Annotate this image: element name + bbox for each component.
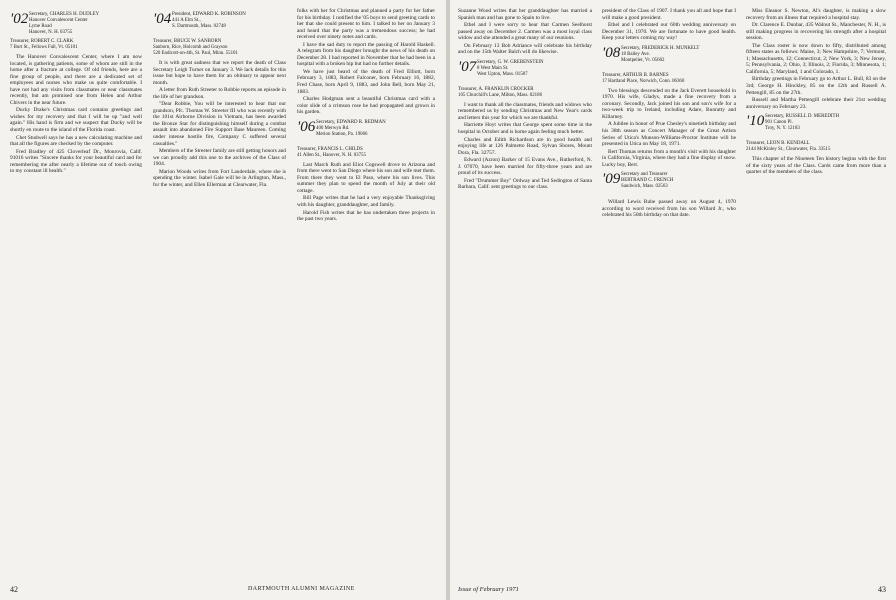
secretary-line: Secretary, EDWARD R. REDMAN xyxy=(316,119,386,125)
treasurer-info xyxy=(10,39,142,51)
secretary-line: Secretary, FREDERICK H. MUNKELT xyxy=(621,45,700,51)
address-line: Lyme Road xyxy=(29,24,52,29)
news-paragraph: Birthday greetings in February go to Arthur L. Bull, 83 on the 3rd; George H. Hinckley, 85 on the 12th and Russell A. Pettengill, 85 on the 27th. xyxy=(746,76,886,96)
news-paragraph: This chapter of the Nineteen Ten history begins with the first of the sixty years of the Class. Cards came from more than a quarter of the members of the class. xyxy=(746,156,886,176)
news-paragraph: Ducky Drake's Christmas card contains greetings and wishes for my recovery and that I will be up "and well again." His hand is firm and we suspect that Ducky will be shortly en route to the island of the Florida coast. xyxy=(10,107,142,134)
treasurer-line: Treasurer, A. FRANKLIN CROCKER xyxy=(458,86,534,92)
right-column-2 xyxy=(602,8,736,578)
magazine-title: DARTMOUTH ALUMNI MAGAZINE xyxy=(248,586,355,592)
class-heading-1909 xyxy=(602,170,736,196)
news-paragraph: Suzanne Wood writes that her granddaughter has married a Spanish man and has gone to Spain to live. xyxy=(458,8,592,21)
treasurer-info xyxy=(153,39,286,57)
treasurer-address: 2144 McKinley St., Clearwater, Fla. 33515 xyxy=(746,147,831,153)
news-paragraph: We have just heard of the death of Fred Elliott, born February 3, 1883, Robert Falconer, born February 16, 1882, Fred Chase, born April 9, 1883, and John Bell, born May 21, 1883. xyxy=(297,68,435,95)
address-line: Hanover, N. H. 03755 xyxy=(29,30,73,35)
news-paragraph: president of the Class of 1907. I thank you all and hope that I will make a good president. xyxy=(602,8,736,21)
news-paragraph: Charles Hodgman sent a beautiful Christmas card with a color slide of a crimson rose he had propagated and grown in his garden. xyxy=(297,96,435,116)
treasurer-info xyxy=(458,87,592,99)
right-page xyxy=(450,0,896,600)
treasurer-address: 7 Burt St., Fellows Fall, Vt. 05101 xyxy=(10,45,78,50)
secretary-line: Secretary, G. W. GREBENSTEIN xyxy=(477,59,544,65)
news-paragraph: Miss Eleanor S. Newton, Al's daughter, is making a slow recovery from an illness that required a hospital stay. xyxy=(746,8,886,21)
treasurer-address: 520 Endicott-on-4th, St. Paul, Minn. 55101 xyxy=(153,51,238,56)
news-paragraph: I have the sad duty to report the passing of Harold Haskell. A telegram from his daughter brought the news of his death on December 28. I had reported in November that he had been in a hospital with a broken hip but had no further details. xyxy=(297,41,435,68)
news-paragraph: Ethel and I were sorry to hear that Carmen Seelhorst passed away on December 2. Carmen was a most loyal class widow and she attended a great many of our reunions. xyxy=(458,22,592,42)
address-line: Hanover Convalescent Center xyxy=(29,18,88,23)
news-paragraph: Fred "Drummer Boy" Ordway and Ted Sedington of Santa Barbara, Calif. sent greetings to our class. xyxy=(458,177,592,191)
address-line: 441 A Elm St., xyxy=(172,18,201,23)
address-line: Sandwich, Mass. 02563 xyxy=(621,184,668,190)
class-heading-1902 xyxy=(10,10,142,36)
class-year: '10 xyxy=(746,113,765,130)
left-column-3 xyxy=(297,8,435,578)
address-line: 18 Bailey Ave. xyxy=(621,51,650,57)
news-paragraph: Two blessings descended on the Jack Everett household in 1970. His wife, Gladys, made a fine recovery from a coronary. Secondly, Jack joined his son and son's wife for a two-week trip to Ireland, including Adare, Bunratty and Killarney. xyxy=(602,87,736,120)
treasurer-address: 41 Allen St., Hanover, N. H. 03755 xyxy=(297,152,366,158)
treasurer-info xyxy=(297,147,435,159)
treasurer-address: 17 Hartland Place, Norwich, Conn. 06360 xyxy=(602,78,685,84)
news-paragraph: Willard Lewis Rube passed away on August 4, 1970 according to word received from his son Willard Jr., who celebrated his 50th birthday on that date. xyxy=(602,199,736,219)
class-year: '09 xyxy=(602,171,621,188)
news-paragraph: The Class roster is now down to fifty, distributed among fifteen states as follows: Maine, 3; New Hampshire, 7; Vermont, 1; Massachusetts, 12; Connecticut, 2; New York, 3; New Jersey, 5; Pennsylvania, 2; Ohio, 3; Illinois, 2; Florida, 3; Minnesota, 1; California, 5; Maryland, 1 and Colorado, 1. xyxy=(746,42,886,75)
treasurer-line: Treasurer, LEON B. KENDALL xyxy=(746,141,810,147)
class-year: '04 xyxy=(153,11,172,27)
page-number: 42 xyxy=(10,585,18,594)
secretary-line: Secretary, RUSSELL D. MEREDITH xyxy=(765,114,840,120)
news-paragraph: Dr. Clarence E. Dunbar, 435 Walnut St., Manchester, N. H., is still making progress in recovering his strength after a hospital session. xyxy=(746,22,886,42)
class-heading-1904 xyxy=(153,10,286,36)
treasurer-info xyxy=(602,73,736,85)
news-paragraph: It is with great sadness that we report the death of Class Secretary Leigh Turner on January 3. We lack details for this issue but hope to have them for an obituary to appear next month. xyxy=(153,60,286,86)
news-paragraph: Russell and Martha Pettengill celebrate their 21st wedding anniversary on February 23. xyxy=(746,97,886,110)
treasurer-line: Treasurer, ARTHUR B. BARNES xyxy=(602,72,669,78)
news-paragraph: Last March Ruth and Eliot Cogswell drove to Arizona and from there went to San Diego where his son and wife met them. From there they went to El Paso, where his son lives. This summer they plan to spend the month of July at their old cottage. xyxy=(297,161,435,194)
secretary-line: Secretary, CHARLES H. DUDLEY xyxy=(29,12,100,17)
treasurer-address: 105 Churchill's Lane, Milton, Mass. 02186 xyxy=(458,92,543,98)
address-line: Montpelier, Vt. 05602 xyxy=(621,57,665,63)
issue-date: Issue of February 1971 xyxy=(458,586,519,593)
news-paragraph: Harold Fish writes that he has undertaken three projects in the past two years. xyxy=(297,209,435,223)
treasurer-info xyxy=(746,141,886,153)
news-paragraph: "Dear Robbie, You will be interested to hear that our grandson, Pfc. Thomas W. Streeter III who was recently with the 101st Airborne Division in Vietnam, has been awarded the Bronze Star for distinguishing himself during a combat assault into abandoned Fire Support Base Maureen. Coming under intense hostile fire, Company C suffered several casualties." xyxy=(153,101,286,147)
news-paragraph: Harriette Hoyt writes that George spent some time in the hospital in October and is home again feeling much better. xyxy=(458,122,592,136)
treasurer-line: Treasurer, ROBERT C. CLARK xyxy=(10,39,74,44)
right-column-3 xyxy=(746,8,886,578)
left-column-2 xyxy=(153,8,286,578)
address-line: Troy, N. Y. 12183 xyxy=(765,126,800,132)
left-column-1 xyxy=(10,8,142,578)
news-paragraph: On February 13 Bob Adriance will celebrate his birthday and on the 15th Walter Balch will do likewise. xyxy=(458,42,592,56)
class-heading-1907 xyxy=(458,58,592,84)
news-paragraph: I want to thank all the classmates, friends and widows who remembered us by sending Christmas and New Year's cards and letters this year for which we are thankful. xyxy=(458,101,592,121)
class-year: '08 xyxy=(602,44,621,61)
class-heading-1910 xyxy=(746,112,886,138)
address-line: 901 Canon Pl. xyxy=(765,120,793,126)
address-line: Merion Station, Pa. 19066 xyxy=(316,131,368,137)
news-paragraph: A letter from Ruth Streeter to Robbie reports an episode in the life of her grandson. xyxy=(153,87,286,100)
news-paragraph: folks with her for Christmas and planned a party for her father for his birthday. I notified the '05 boys to send greeting cards to her that she could present to him. I talked to her on January 3 and heard that the party was a tremendous success; he had received over ninety notes and cards. xyxy=(297,8,435,41)
class-year: '02 xyxy=(10,11,29,27)
class-heading-1908 xyxy=(602,44,736,70)
secretary-name: BERTRAND C. FRENCH xyxy=(621,178,674,184)
news-paragraph: The Hanover Convalescent Center, where I am now located, is gathering patients, some of whom are still in the home after a fracture at college. Of old friends, here are a fine group of people, and there are a dedicated set of employees and nurses who make us quite comfortable. I have not had any visits from classmates or near classmates recently, but am promised one from Helen and Arthur Chivers in the near future. xyxy=(10,54,142,106)
news-paragraph: Members of the Streeter family are still getting honors and we can proudly add this one to the archives of the Class of 1904. xyxy=(153,148,286,168)
news-paragraph: Bert Thomas returns from a month's visit with his daughter in California, Virginia, where they had a fine display of snow. Lucky boy, Bert. xyxy=(602,148,736,168)
treasurer-line: Treasurer, BRUCE W. SANBORN xyxy=(153,39,222,44)
treasurer-address: Sanborn, Rice, Holcomb and Grayson xyxy=(153,45,228,50)
page-number: 43 xyxy=(878,585,886,594)
news-paragraph: Chet Studwell says he has a new calculating machine and that all the figures are checked by the computer. xyxy=(10,134,142,148)
address-line: S. Dartmouth, Mass. 02748 xyxy=(172,24,226,29)
president-line: President, EDWARD K. ROBINSON xyxy=(172,12,246,17)
news-paragraph: Edward (Azron) Barker of 15 Evans Ave., Rutherford, N. J. 07070, have been married for fifty-three years and are proud of its success. xyxy=(458,157,592,177)
news-paragraph: Bill Page writes that he had a very enjoyable Thanksgiving with his daughter, granddaughter, and family. xyxy=(297,195,435,209)
right-column-1 xyxy=(458,8,592,578)
class-heading-1906 xyxy=(297,118,435,144)
news-paragraph: Charles and Edith Richardson are in good health and enjoying life at 126 Palmetto Road, Sylvan Shores, Mount Dora, Fla. 32757. xyxy=(458,136,592,156)
address-line: 8 West Main St. xyxy=(477,65,509,71)
secretary-line: Secretary and Treasurer xyxy=(621,172,668,178)
class-year: '06 xyxy=(297,118,316,135)
address-line: 400 Merwyn Rd. xyxy=(316,125,350,131)
news-paragraph: Fred Bradley of 425 Cloverleaf Dr., Monrovia, Calif. 91016 writes "Sincere thanks for your beautiful card and for remembering me after nearly a lifetime out of touch owing to my constant ill health." xyxy=(10,148,142,175)
address-line: West Upton, Mass. 01587 xyxy=(477,71,528,77)
news-paragraph: A Jubilee in honor of Prue Chesley's ninetieth birthday and his 38th season as Concert Manager of the Great Artists Series of Utica's Munson-Williams-Proctor Institute will be presented in Utica on May 18, 1971. xyxy=(602,121,736,148)
news-paragraph: Marion Woods writes from Fort Lauderdale, where she is spending the winter. Isabel Gale will be in Arlington, Mass., for the winter, and Ellen Ellerman at Clearwater, Fla. xyxy=(153,168,286,188)
class-year: '07 xyxy=(458,58,477,75)
left-page xyxy=(0,0,446,600)
news-paragraph: Ethel and I celebrated our 60th wedding anniversary on December 31, 1970. We are fortunate to have good health. Keep your letters coming my way! xyxy=(602,22,736,42)
treasurer-line: Treasurer, FRANCIS L. CHILDS xyxy=(297,146,363,152)
